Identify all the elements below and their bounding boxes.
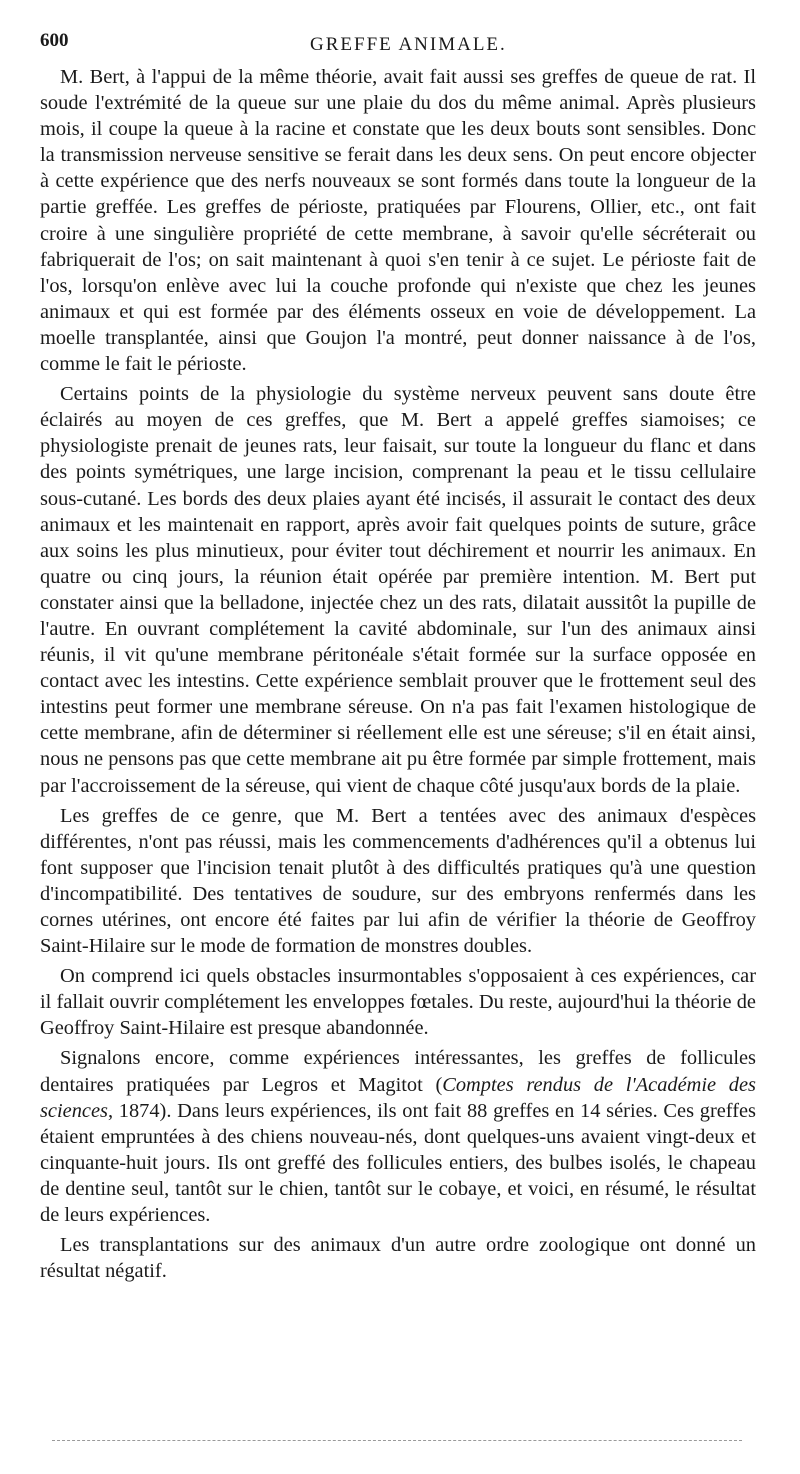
paragraph-bert-rat-tail-grafts: M. Bert, à l'appui de la même théorie, avait fait aussi ses greffes de queue de rat. Il soude l'extrémité de la queue sur une plaie du dos du même animal. Après plusieurs mois, il coupe la queue à la racine et constate que les deux bouts sont sensibles. Donc la transmission nerveuse sensitive se ferait dans les deux sens. On peut encore objecter à cette expérience que des nerfs nouveaux se sont formés dans toute la longueur de la partie greffée. Les greffes de périoste, pratiquées par Flourens, Ollier, etc., ont fait croire à une singulière propriété de cette membrane, à savoir qu'elle sécréterait ou fabriquerait de l'os; on sait maintenant à quoi s'en tenir à ce sujet. Le périoste fait de l'os, lorsqu'on enlève avec lui la couche profonde qui n'existe que chez les jeunes animaux et qui est formée par des éléments osseux en voie de développement. La moelle transplantée, ainsi que Goujon l'a montré, peut donner naissance à de l'os, comme le fait le périoste. — [40, 66, 756, 376]
paragraph-transplantation-result: Les transplantations sur des animaux d'un autre ordre zoologique ont donné un résultat négatif. — [40, 1234, 756, 1283]
paragraph-text: , 1874). Dans leurs expériences, ils ont fait 88 greffes en 14 séries. Ces greffes étaient empruntées à des chiens nouveau-nés, dont quelques-uns avaient vingt-deux et cinquante-huit jours. Ils ont greffé des follicules entiers, des bulbes isolés, le chapeau de dentine seul, tantôt sur le chien, tantôt sur le cobaye, et voici, en résumé, le résultat de leurs expériences. — [40, 1099, 756, 1227]
paragraph-interspecies-grafts: Les greffes de ce genre, que M. Bert a tentées avec des animaux d'espèces différentes, n'ont pas réussi, mais les commencements d'adhérences qu'il a obtenus lui font supposer que l'incision tenait plutôt à des difficultés pratiques qu'à une question d'incompatibilité. Des tentatives de soudure, sur des embryons renfermés dans les cornes utérines, ont encore été faites par lui afin de vérifier la théorie de Geoffroy Saint-Hilaire sur le mode de formation de monstres doubles. — [40, 804, 756, 958]
paragraph-text: Signalons encore, comme expériences intéressantes, les greffes de follicules dentaires pratiquées par Legros et Magitot ( — [40, 1047, 756, 1096]
body-text — [40, 64, 756, 1288]
running-head: GREFFE ANIMALE. — [310, 34, 507, 55]
footer-rule — [52, 1440, 742, 1441]
paragraph-obstacles: On comprend ici quels obstacles insurmontables s'opposaient à ces expériences, car il fallait ouvrir complétement les enveloppes fœtales. Du reste, aujourd'hui la théorie de Geoffroy Saint-Hilaire est presque abandonnée. — [40, 965, 756, 1040]
page-number: 600 — [40, 30, 69, 51]
citation-title: Comptes rendus de l'Académie des sciences — [40, 1073, 756, 1122]
paragraph-dental-follicle-grafts — [40, 1045, 756, 1228]
paragraph-siamese-grafts: Certains points de la physiologie du système nerveux peuvent sans doute être éclairés au moyen de ces greffes, que M. Bert a appelé greffes siamoises; ce physiologiste prenait de jeunes rats, leur faisait, sur toute la longueur du flanc et dans des points symétriques, une large incision, comprenant la peau et le tissu cellulaire sous-cutané. Les bords des deux plaies ayant été incisés, il assurait le contact des deux animaux et les maintenait en rapport, après avoir fait quelques points de suture, grâce aux soins les plus minutieux, pour éviter tout déchirement et nourrir les animaux. En quatre ou cinq jours, la réunion était opérée par première intention. M. Bert put constater ainsi que la belladone, injectée chez un des rats, dilatait aussitôt la pupille de l'autre. En ouvrant complétement la cavité abdominale, sur l'un des animaux ainsi réunis, il vit qu'une membrane péritonéale s'était formée sur la surface opposée en contact avec les intestins. Cette expérience semblait prouver que le frottement seul des intestins peut former une membrane séreuse. On n'a pas fait l'examen histologique de cette membrane, afin de déterminer si réellement elle est une séreuse; s'il en était ainsi, nous ne pensons pas que cette membrane ait pu être formée par simple frottement, mais par l'accroissement de la séreuse, qui vient de chaque côté jusqu'aux bords de la plaie. — [40, 383, 756, 797]
